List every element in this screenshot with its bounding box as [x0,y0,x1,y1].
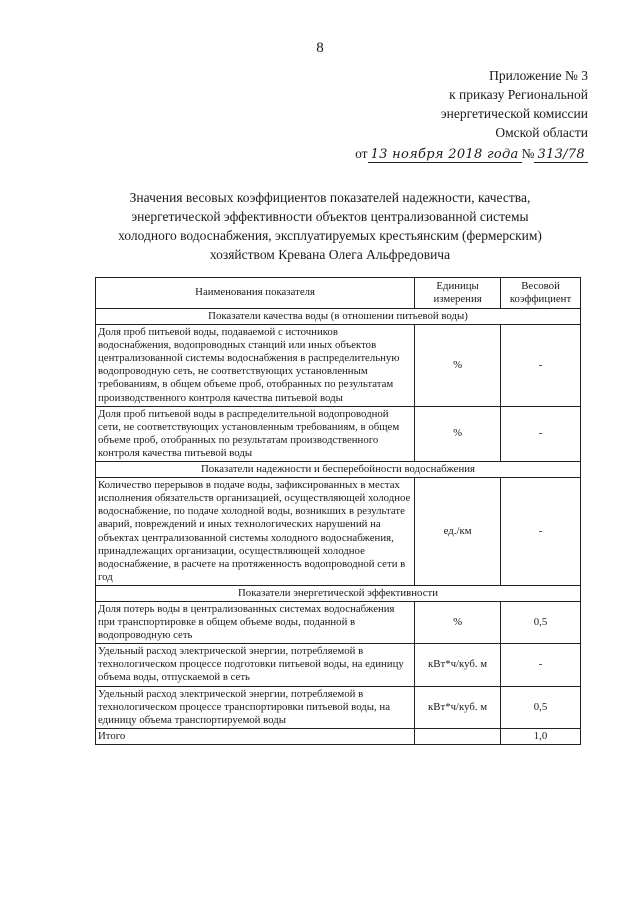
table-row [96,325,581,407]
title-line: холодного водоснабжения, эксплуатируемых крестьянским (фермерским) [118,228,542,243]
indicator-coef: - [501,325,581,407]
appendix-block [355,66,588,163]
table-row [96,601,581,643]
indicator-name: Количество перерывов в подаче воды, зафиксированных в местах исполнения обязательств организацией, осуществляющей холодное водоснабжение, по подаче холодной воды, возникших в результате аварий, повреждений и иных технологических нарушений на объектах централизованной системы холодного водоснабжения, принадлежащих организации, осуществляющей холодное водоснабжение, в расчете на протяженность водопроводной сети в год [96,478,415,586]
indicator-name: Удельный расход электрической энергии, потребляемой в технологическом процессе подготовки питьевой воды, на единицу объема воды, отпускаемой в сеть [96,644,415,686]
indicator-coef: - [501,406,581,461]
section-row [96,585,581,601]
indicator-coef: - [501,644,581,686]
indicator-unit: ед./км [415,478,501,586]
indicator-coef: 0,5 [501,686,581,728]
header-name: Наименования показателя [96,278,415,309]
handwritten-number: 313/78 [534,147,588,163]
document-title [80,188,580,264]
header-coef-line: Весовой [521,279,560,292]
indicator-coef: - [501,478,581,586]
header-unit [415,278,501,309]
number-label: № [521,146,535,161]
handwritten-date: 13 ноября 2018 года [368,147,522,163]
header-coef [501,278,581,309]
table-row [96,478,581,586]
appendix-line: Омской области [495,125,588,140]
coefficients-table [95,277,581,745]
indicator-unit: % [415,325,501,407]
section-row [96,462,581,478]
appendix-line: к приказу Региональной [449,87,588,102]
indicator-name: Доля проб питьевой воды, подаваемой с источников водоснабжения, водопроводных станций или иных объектов централизованной системы водоснабжения в распределительную водопроводную сеть, не соответствующих установленным требованиям, в общем объеме проб, отобранных по результатам производственного контроля качества питьевой воды [96,325,415,407]
section-reliability: Показатели надежности и бесперебойности водоснабжения [96,462,581,478]
total-unit [415,728,501,744]
table-row [96,406,581,461]
section-energy: Показатели энергетической эффективности [96,585,581,601]
table-header-row [96,278,581,309]
title-line: хозяйством Кревана Олега Альфредовича [209,247,451,262]
title-line: Значения весовых коэффициентов показателей надежности, качества, [129,190,531,205]
header-coef-line: коэффициент [509,293,572,305]
table-row [96,644,581,686]
indicator-name: Удельный расход электрической энергии, потребляемой в технологическом процессе транспортировки питьевой воды, на единицу объема транспортируемой воды [96,686,415,728]
header-unit-line: измерения [433,293,482,305]
header-unit-line: Единицы [436,279,479,292]
indicator-unit: % [415,406,501,461]
from-label: от [355,146,368,161]
total-coef: 1,0 [501,728,581,744]
appendix-line: Приложение № 3 [489,68,588,83]
page-number: 8 [316,40,324,56]
indicator-name: Доля проб питьевой воды в распределительной водопроводной сети, не соответствующих установленным требованиям, в общем объеме проб, отобранных по результатам производственного контроля качества питьевой воды [96,406,415,461]
section-quality: Показатели качества воды (в отношении питьевой воды) [96,309,581,325]
appendix-line: энергетической комиссии [440,106,588,121]
title-line: энергетической эффективности объектов централизованной системы [131,209,529,224]
order-date-number [355,144,588,163]
table-row [96,686,581,728]
indicator-name: Доля потерь воды в централизованных системах водоснабжения при транспортировке в общем объеме воды, поданной в водопроводную сеть [96,601,415,643]
indicator-unit: кВт*ч/куб. м [415,644,501,686]
indicator-coef: 0,5 [501,601,581,643]
total-row [96,728,581,744]
section-row [96,309,581,325]
indicator-unit: % [415,601,501,643]
total-label: Итого [96,728,415,744]
indicator-unit: кВт*ч/куб. м [415,686,501,728]
